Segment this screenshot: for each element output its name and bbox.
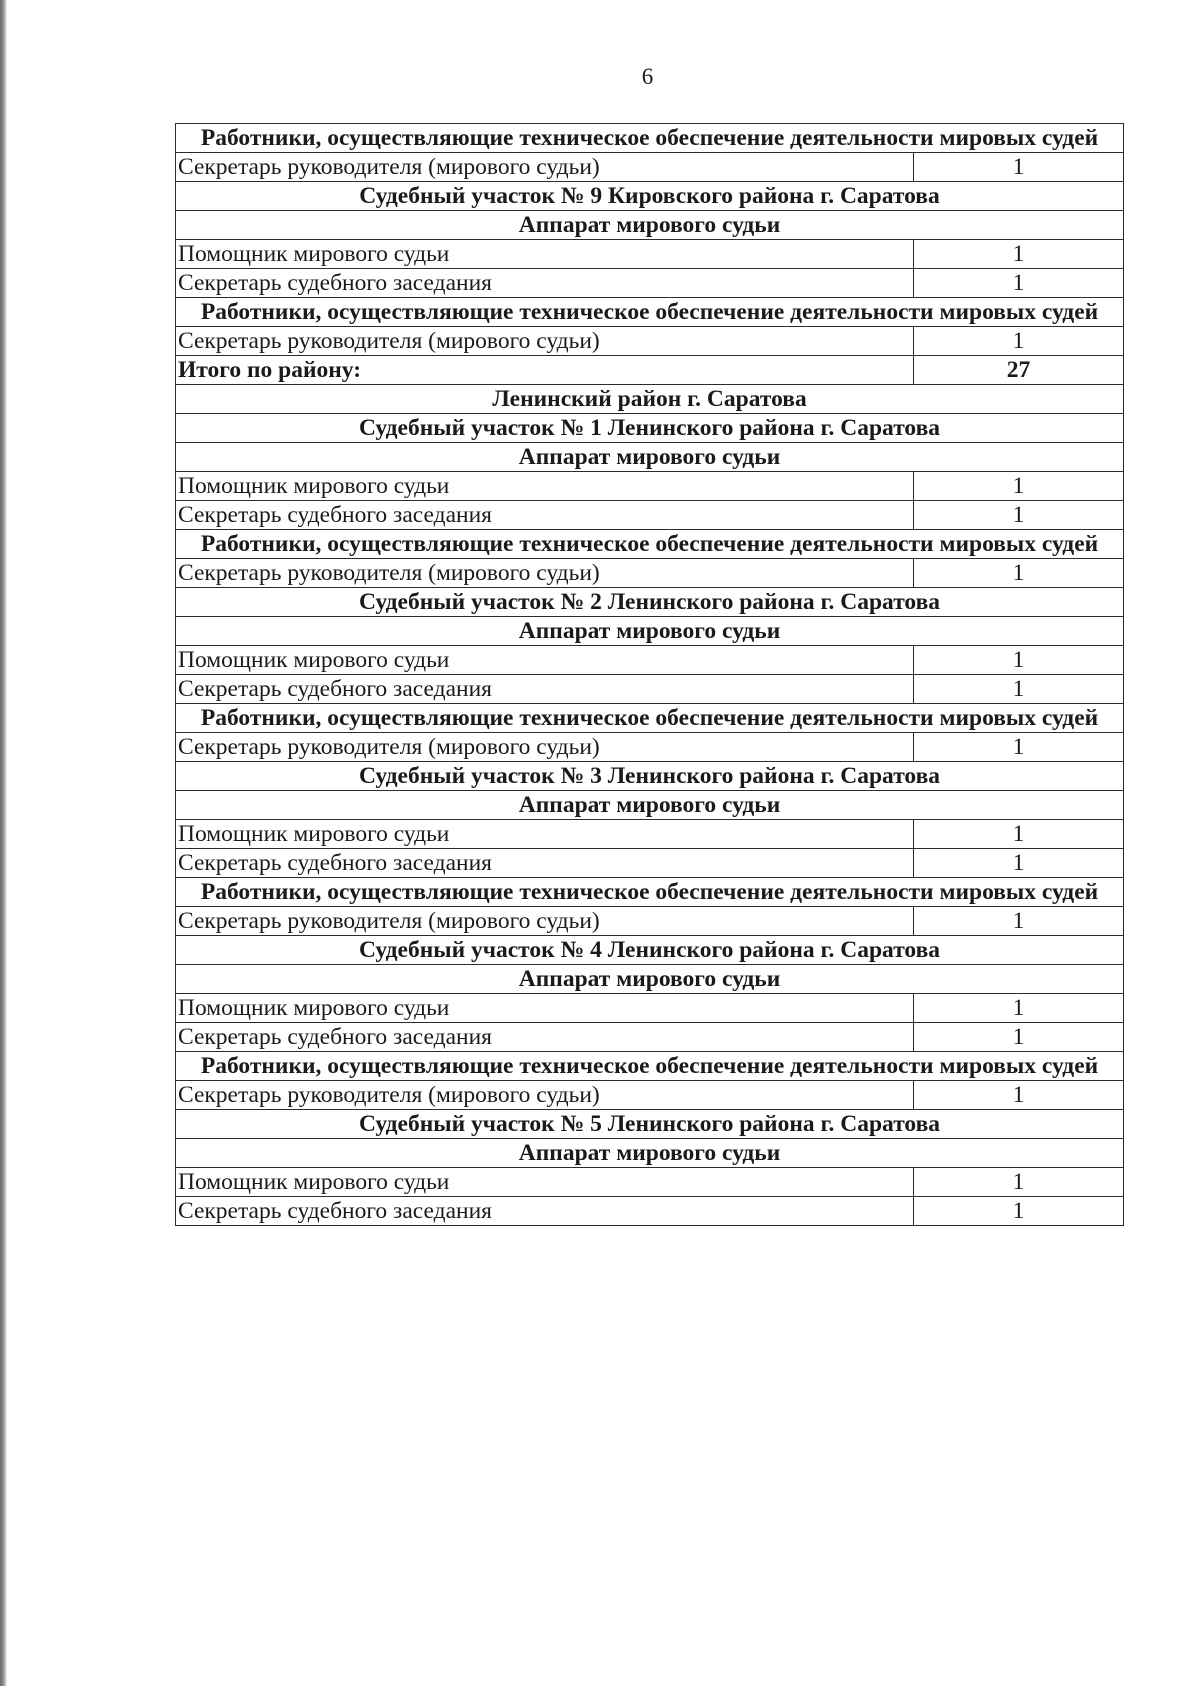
section-header: Работники, осуществляющие техническое обеспечение деятельности мировых судей	[176, 530, 1124, 559]
total-row	[176, 356, 1124, 385]
position-count: 1	[914, 559, 1124, 588]
table-row	[176, 849, 1124, 878]
table-row	[176, 907, 1124, 936]
section-header-row	[176, 936, 1124, 965]
position-count: 1	[914, 153, 1124, 182]
position-name: Секретарь руководителя (мирового судьи)	[176, 327, 914, 356]
section-header: Работники, осуществляющие техническое обеспечение деятельности мировых судей	[176, 878, 1124, 907]
position-name: Помощник мирового судьи	[176, 240, 914, 269]
position-count: 1	[914, 1197, 1124, 1226]
position-name: Секретарь судебного заседания	[176, 1023, 914, 1052]
position-count: 1	[914, 327, 1124, 356]
position-name: Секретарь руководителя (мирового судьи)	[176, 559, 914, 588]
table-row	[176, 1081, 1124, 1110]
staffing-table-body	[176, 124, 1124, 1226]
position-name: Помощник мирового судьи	[176, 646, 914, 675]
position-count: 1	[914, 820, 1124, 849]
section-header: Судебный участок № 2 Ленинского района г. Саратова	[176, 588, 1124, 617]
section-header-row	[176, 1052, 1124, 1081]
section-header-row	[176, 414, 1124, 443]
position-count: 1	[914, 733, 1124, 762]
staffing-table	[175, 123, 1124, 1226]
section-header: Работники, осуществляющие техническое обеспечение деятельности мировых судей	[176, 1052, 1124, 1081]
section-header: Судебный участок № 3 Ленинского района г. Саратова	[176, 762, 1124, 791]
section-header: Судебный участок № 4 Ленинского района г. Саратова	[176, 936, 1124, 965]
table-row	[176, 559, 1124, 588]
section-header: Работники, осуществляющие техническое обеспечение деятельности мировых судей	[176, 704, 1124, 733]
table-row	[176, 994, 1124, 1023]
page-number: 6	[641, 64, 654, 89]
position-count: 1	[914, 269, 1124, 298]
section-header-row	[176, 385, 1124, 414]
table-row	[176, 733, 1124, 762]
section-header-row	[176, 762, 1124, 791]
position-count: 1	[914, 1081, 1124, 1110]
table-row	[176, 675, 1124, 704]
section-header-row	[176, 298, 1124, 327]
position-name: Секретарь судебного заседания	[176, 1197, 914, 1226]
position-count: 1	[914, 240, 1124, 269]
total-value: 27	[914, 356, 1124, 385]
table-row	[176, 472, 1124, 501]
position-count: 1	[914, 501, 1124, 530]
table-row	[176, 1168, 1124, 1197]
section-header-row	[176, 124, 1124, 153]
table-row	[176, 646, 1124, 675]
position-count: 1	[914, 1023, 1124, 1052]
table-row	[176, 820, 1124, 849]
section-header: Аппарат мирового судьи	[176, 791, 1124, 820]
section-header-row	[176, 443, 1124, 472]
position-name: Помощник мирового судьи	[176, 820, 914, 849]
position-count: 1	[914, 472, 1124, 501]
position-name: Секретарь руководителя (мирового судьи)	[176, 907, 914, 936]
position-name: Секретарь судебного заседания	[176, 849, 914, 878]
section-header-row	[176, 530, 1124, 559]
position-name: Помощник мирового судьи	[176, 472, 914, 501]
section-header: Ленинский район г. Саратова	[176, 385, 1124, 414]
section-header-row	[176, 1110, 1124, 1139]
position-count: 1	[914, 994, 1124, 1023]
table-row	[176, 327, 1124, 356]
section-header: Работники, осуществляющие техническое обеспечение деятельности мировых судей	[176, 124, 1124, 153]
table-row	[176, 501, 1124, 530]
table-row	[176, 153, 1124, 182]
position-name: Секретарь руководителя (мирового судьи)	[176, 153, 914, 182]
table-row	[176, 1197, 1124, 1226]
table-row	[176, 1023, 1124, 1052]
section-header: Работники, осуществляющие техническое обеспечение деятельности мировых судей	[176, 298, 1124, 327]
position-name: Помощник мирового судьи	[176, 994, 914, 1023]
section-header-row	[176, 878, 1124, 907]
section-header: Аппарат мирового судьи	[176, 617, 1124, 646]
section-header: Аппарат мирового судьи	[176, 1139, 1124, 1168]
section-header-row	[176, 588, 1124, 617]
section-header-row	[176, 791, 1124, 820]
section-header-row	[176, 965, 1124, 994]
position-count: 1	[914, 1168, 1124, 1197]
position-count: 1	[914, 646, 1124, 675]
section-header: Аппарат мирового судьи	[176, 443, 1124, 472]
position-name: Секретарь судебного заседания	[176, 269, 914, 298]
table-row	[176, 240, 1124, 269]
position-name: Секретарь руководителя (мирового судьи)	[176, 733, 914, 762]
position-name: Секретарь судебного заседания	[176, 501, 914, 530]
scan-edge	[0, 0, 7, 1686]
position-name: Секретарь руководителя (мирового судьи)	[176, 1081, 914, 1110]
section-header: Судебный участок № 5 Ленинского района г. Саратова	[176, 1110, 1124, 1139]
section-header-row	[176, 704, 1124, 733]
section-header-row	[176, 617, 1124, 646]
table-row	[176, 269, 1124, 298]
section-header-row	[176, 182, 1124, 211]
section-header: Судебный участок № 9 Кировского района г. Саратова	[176, 182, 1124, 211]
position-name: Помощник мирового судьи	[176, 1168, 914, 1197]
section-header-row	[176, 1139, 1124, 1168]
section-header: Судебный участок № 1 Ленинского района г. Саратова	[176, 414, 1124, 443]
total-label: Итого по району:	[176, 356, 914, 385]
position-count: 1	[914, 849, 1124, 878]
position-count: 1	[914, 675, 1124, 704]
position-count: 1	[914, 907, 1124, 936]
section-header: Аппарат мирового судьи	[176, 965, 1124, 994]
position-name: Секретарь судебного заседания	[176, 675, 914, 704]
section-header-row	[176, 211, 1124, 240]
section-header: Аппарат мирового судьи	[176, 211, 1124, 240]
